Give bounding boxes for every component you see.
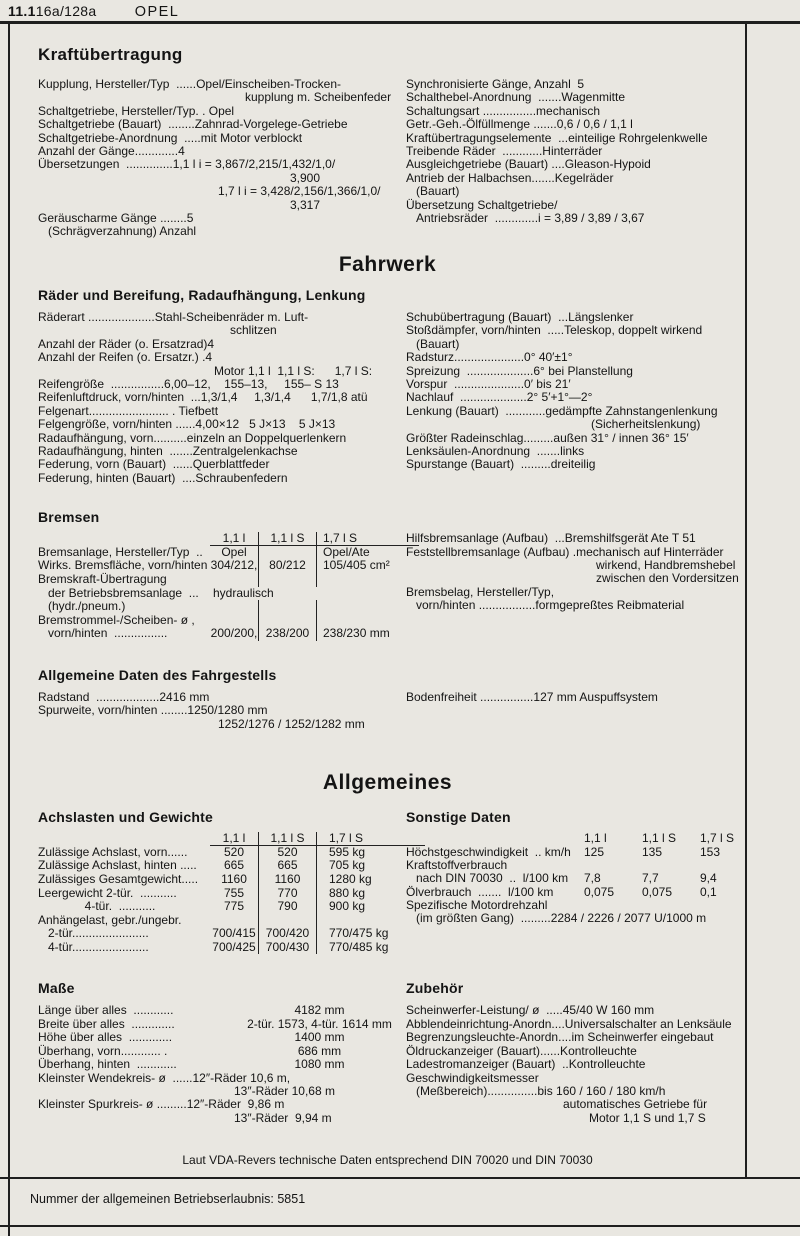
spec-line: (Meßbereich)...............bis 160 / 160 / 180 km/h (416, 1083, 666, 1098)
table-row: Zulässiges Gesamtgewicht..... 1160 1160 1280 kg (38, 873, 406, 887)
spec-line: Radaufhängung, vorn..........einzeln an Doppelquerlenkern (38, 430, 347, 445)
spec-line: Getr.-Geh.-Ölfüllmenge .......0,6 / 0,6 / 1,1 l (406, 117, 633, 132)
column-header: 1,7 l S (316, 832, 425, 846)
spec-line: wirkend, Handbremshebel (596, 557, 736, 572)
raeder-columns (38, 311, 737, 485)
spec-line: Radstand ...................2416 mm (38, 689, 210, 704)
spec-line: Übersetzung Schaltgetriebe/ (406, 197, 558, 212)
spec-line: Felgengröße, vorn/hinten ......4,00×12 5 J×13 5 J×13 (38, 417, 336, 432)
spec-line: 3,317 (290, 197, 321, 212)
spec-line: Spreizung ....................6° bei Planstellung (406, 363, 633, 378)
spec-line: Geschwindigkeitsmesser (406, 1070, 539, 1085)
column-header: 1,1 l (210, 832, 258, 846)
spec-line: Schaltgetriebe, Hersteller/Typ. . Opel (38, 103, 235, 118)
masse-list (38, 1004, 406, 1125)
spec-line: Anzahl der Reifen (o. Ersatzr.) .4 (38, 350, 213, 365)
brand-label: OPEL (134, 4, 180, 20)
spec-line: Radaufhängung, hinten .......Zentralgelenkachse (38, 443, 298, 458)
spec-line: Antriebsräder .............i = 3,89 / 3,89 / 3,67 (416, 211, 645, 226)
table-header-row (38, 532, 406, 546)
spec-line: 13″-Räder 10,68 m (234, 1083, 335, 1098)
table-row: Zulässige Achslast, hinten ..... 665 665 705 kg (38, 859, 406, 873)
spec-line: Lenkung (Bauart) ............gedämpfte Zahnstangenlenkung (406, 403, 718, 418)
table-row: Bremstrommel-/Scheiben- ø , (38, 614, 406, 628)
fahrgestell-columns (38, 691, 737, 731)
table-header-row (38, 832, 406, 846)
spec-line: Öldruckanzeiger (Bauart)......Kontrolleuchte (406, 1043, 637, 1058)
table-row: 4-tür....................... 700/425 700/430 770/485 kg (38, 941, 406, 955)
footer-divider-rule (0, 1177, 800, 1179)
fahrgestell-left-column (38, 691, 406, 731)
subsection-title-fahrgestell: Allgemeine Daten des Fahrgestells (38, 666, 277, 683)
spec-line: Räderart ....................Stahl-Scheibenräder m. Luft- (38, 309, 309, 324)
table-row: Kraftstoffverbrauch (406, 857, 508, 872)
spec-line: Reifengröße ................6,00–12, 155–13, 155– S 13 (38, 376, 339, 391)
doc-header (8, 3, 179, 20)
spec-line: Hilfsbremsanlage (Aufbau) ...Bremshilfsgerät Ate T 51 (406, 531, 696, 546)
spec-line: Kupplung, Hersteller/Typ ......Opel/Einscheiben-Trocken- (38, 77, 342, 91)
spec-line: Abblendeinrichtung-Anordn....Universalschalter an Lenksäule (406, 1016, 732, 1031)
spec-line: Größter Radeinschlag.........außen 31° / innen 36° 15′ (406, 430, 689, 445)
raeder-left-column (38, 311, 406, 485)
column-header: 1,1 l S (642, 831, 677, 846)
spec-line: automatisches Getriebe für (563, 1097, 708, 1112)
achslasten-table (38, 832, 406, 954)
table-row: Zulässige Achslast, vorn...... 520 520 595 kg (38, 846, 406, 860)
masse-zubehoer-columns (38, 954, 737, 1125)
section-title-fahrwerk: Fahrwerk (338, 252, 437, 276)
spec-line: Überhang, hinten ............ 1080 mm (38, 1057, 345, 1072)
spec-line: (Sicherheitslenkung) (591, 417, 701, 432)
spec-line: 13″-Räder 9,94 m (234, 1110, 332, 1125)
spec-line: Länge über alles ............ 4182 mm (38, 1003, 345, 1018)
gewichte-daten-columns (38, 803, 737, 954)
table-row: Bremsanlage, Hersteller/Typ .. Opel Opel/Ate (38, 546, 406, 560)
spec-line: Überhang, vorn............ . 686 mm (38, 1043, 342, 1058)
spec-line: Kraftübertragungselemente ...einteilige Rohrgelenkwelle (406, 130, 708, 145)
spec-line: Scheinwerfer-Leistung/ ø .....45/40 W 160 mm (406, 1003, 655, 1018)
spec-line: Feststellbremsanlage (Aufbau) .mechanisch auf Hinterräder (406, 544, 724, 559)
spec-line: (Bauart) (416, 336, 460, 351)
vda-footnote: Laut VDA-Revers technische Daten entsprechend DIN 70020 und DIN 70030 (182, 1153, 593, 1168)
kraftuebertragung-columns (38, 78, 737, 239)
table-row: der Betriebsbremsanlage ... hydraulisch (38, 585, 274, 600)
right-border-rule (745, 21, 747, 1178)
kraftuebertragung-left-column (38, 78, 406, 239)
table-row: (im größten Gang) .........2284 / 2226 / 2077 U/1000 m (406, 911, 707, 926)
spec-line: Federung, hinten (Bauart) ....Schraubenfedern (38, 470, 288, 485)
bremsen-right-column (406, 532, 737, 641)
spec-line: Motor 1,1 l 1,1 l S: 1,7 l S: (214, 363, 373, 378)
spec-line: Begrenzungsleuchte-Anordn....im Scheinwerfer eingebaut (406, 1030, 714, 1045)
zubehoer-list (406, 1004, 737, 1125)
spec-line: Ladestromanzeiger (Bauart) ..Kontrolleuchte (406, 1057, 646, 1072)
subsection-title-sonstige: Sonstige Daten (406, 809, 511, 826)
raeder-right-column (406, 311, 737, 485)
spec-line: Schaltgetriebe-Anordnung .....mit Motor verblockt (38, 130, 303, 145)
spec-line: Antrieb der Halbachsen.......Kegelräder (406, 170, 614, 185)
bottom-border-rule (0, 1225, 800, 1227)
spec-line: Spurweite, vorn/hinten ........1250/1280 mm (38, 703, 268, 718)
spec-line: Anzahl der Gänge.............4 (38, 144, 185, 159)
content (8, 25, 745, 1167)
column-header: 1,7 l S (316, 532, 419, 546)
top-border-rule (0, 21, 800, 24)
spec-line: Übersetzungen ..............1,1 l i = 3,867/2,215/1,432/1,0/ (38, 157, 336, 172)
column-header: 1,7 l S (700, 831, 735, 846)
spec-line: (Schrägverzahnung) Anzahl (48, 224, 197, 239)
spec-line: Breite über alles ............. 2-tür. 1573, 4-tür. 1614 mm (38, 1016, 392, 1031)
subsection-title-masse: Maße (38, 980, 75, 997)
spec-line: Schalthebel-Anordnung .......Wagenmitte (406, 90, 626, 105)
bremsen-columns (38, 532, 737, 641)
table-row: Bremskraft-Übertragung (38, 573, 406, 587)
table-row: Leergewicht 2-tür. ........... 755 770 880 kg (38, 887, 406, 901)
subsection-title-achslasten: Achslasten und Gewichte (38, 809, 213, 826)
subsection-title-bremsen: Bremsen (38, 509, 100, 526)
spec-line: Schubübertragung (Bauart) ...Längslenker (406, 309, 634, 324)
table-row: Wirks. Bremsfläche, vorn/hinten 304/212, 80/212 105/405 cm² (38, 559, 406, 573)
kraftuebertragung-right-column (406, 78, 737, 239)
table-row: Anhängelast, gebr./ungebr. (38, 914, 406, 928)
spec-line: Anzahl der Räder (o. Ersatzrad)4 (38, 336, 215, 351)
table-row: Ölverbrauch ....... l/100 km 0,075 0,075 0,1 (406, 884, 717, 899)
spec-line: Vorspur .....................0′ bis 21′ (406, 376, 571, 391)
spec-line: Schaltgetriebe (Bauart) ........Zahnrad-Vorgelege-Getriebe (38, 117, 348, 132)
spec-line: Bremsbelag, Hersteller/Typ, (406, 584, 555, 599)
subsection-title-zubehoer: Zubehör (406, 980, 464, 997)
spec-line: Motor 1,1 S und 1,7 S (589, 1110, 706, 1125)
spec-line: Ausgleichgetriebe (Bauart) ....Gleason-Hypoid (406, 157, 651, 172)
approval-note: Nummer der allgemeinen Betriebserlaubnis: 5851 (30, 1192, 306, 1206)
spec-line: kupplung m. Scheibenfeder (245, 90, 392, 105)
table-row: Spezifische Motordrehzahl (406, 898, 548, 913)
table-row: 2-tür....................... 700/415 700/420 770/475 kg (38, 927, 406, 941)
spec-line: 1,7 l i = 3,428/2,156/1,366/1,0/ (218, 184, 381, 199)
spec-line: Spurstange (Bauart) .........dreiteilig (406, 457, 596, 472)
section-title-allgemeines: Allgemeines (322, 771, 453, 795)
spec-line: Kleinster Wendekreis- ø ......12″-Räder 10,6 m, (38, 1070, 291, 1085)
table-header-row (406, 832, 737, 845)
table-row: Höchstgeschwindigkeit .. km/h 125 135 153 (406, 844, 721, 859)
column-header: 1,1 l (584, 831, 607, 846)
bremsen-table (38, 532, 406, 641)
spec-line: vorn/hinten .................formgepreßtes Reibmaterial (416, 598, 685, 613)
spec-line: Lenksäulen-Anordnung .......links (406, 443, 585, 458)
spec-line: Radsturz.....................0° 40′±1° (406, 350, 573, 365)
sonstige-table (406, 832, 737, 926)
spec-line: zwischen den Vordersitzen (596, 571, 739, 586)
spec-line: (Bauart) (416, 184, 460, 199)
column-header: 1,1 l (210, 532, 258, 546)
spec-line: Nachlauf ....................2° 5′+1°—2° (406, 390, 593, 405)
spec-line: Schaltungsart ................mechanisch (406, 103, 601, 118)
doc-number-prefix: 11.1 (8, 3, 36, 19)
spec-line: schlitzen (230, 323, 277, 338)
column-header: 1,1 l S (258, 832, 316, 846)
spec-line: Stoßdämpfer, vorn/hinten .....Teleskop, doppelt wirkend (406, 323, 703, 338)
table-row: (hydr./pneum.) (38, 600, 406, 614)
spec-line: Bodenfreiheit ................127 mm Auspuffsystem (406, 689, 658, 704)
spec-line: Treibende Räder ............Hinterräder (406, 144, 603, 159)
section-title-kraftuebertragung: Kraftübertragung (38, 45, 183, 64)
spec-line: Geräuscharme Gänge ........5 (38, 211, 194, 226)
spec-line: Felgenart........................ . Tiefbett (38, 403, 219, 418)
subsection-title-raeder: Räder und Bereifung, Radaufhängung, Lenkung (38, 286, 366, 303)
spec-line: Kleinster Spurkreis- ø .........12″-Räder 9,86 m (38, 1097, 285, 1112)
fahrgestell-right-column (406, 691, 737, 731)
spec-line: 1252/1276 / 1252/1282 mm (218, 716, 365, 731)
column-header: 1,1 l S (258, 532, 316, 546)
table-row: vorn/hinten ................ 200/200, 238/200 238/230 mm (38, 627, 406, 641)
spec-line: 3,900 (290, 170, 321, 185)
doc-number-suffix: 16a/128a (35, 3, 97, 19)
table-row: 4-tür. ........... 775 790 900 kg (38, 900, 406, 914)
doc-number (8, 3, 96, 19)
spec-line: Reifenluftdruck, vorn/hinten ...1,3/1,4 1,3/1,4 1,7/1,8 atü (38, 390, 368, 405)
spec-line: Federung, vorn (Bauart) ......Querblattfeder (38, 457, 270, 472)
spec-line: Synchronisierte Gänge, Anzahl 5 (406, 77, 585, 91)
spec-line: Höhe über alles ............. 1400 mm (38, 1030, 345, 1045)
table-row: nach DIN 70030 .. l/100 km 7,8 7,7 9,4 (406, 871, 717, 886)
